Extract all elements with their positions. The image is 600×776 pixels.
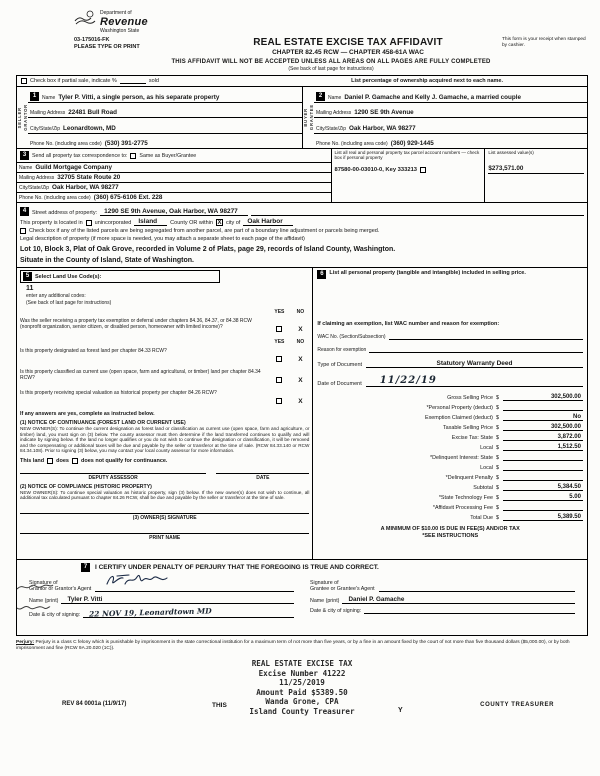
historic-yes-checkbox[interactable] (276, 398, 282, 404)
stamp-treasurer-title: Island County Treasurer (249, 706, 355, 716)
corr-name-row (17, 163, 331, 173)
receipt-note: This form is your receipt when stamped by cashier. (502, 37, 586, 48)
revenue-flag-icon (74, 10, 96, 33)
dollar-sign: $ (495, 415, 499, 421)
buyer-grantee-box (302, 87, 587, 148)
receipt-stamp-area (16, 655, 588, 759)
corr-phone-row (17, 193, 331, 202)
money-value[interactable] (503, 464, 583, 471)
county-or-within-label: County OR within (170, 220, 213, 226)
agency-name (100, 10, 148, 34)
send-correspondence-row (17, 149, 331, 163)
yes-no-questions (20, 309, 309, 408)
money-label: Total Due (470, 515, 493, 521)
stamp-treasurer-name: Wanda Grone, CPA (265, 697, 339, 707)
section-6-badge: 6 (317, 270, 326, 279)
money-label: Taxable Selling Price (442, 425, 493, 431)
form-body (16, 75, 588, 636)
city-checkbox[interactable]: X (217, 220, 222, 226)
dollar-sign: $ (495, 475, 499, 481)
margin-scribble-2 (15, 599, 51, 617)
notice-continuance-title: (1) NOTICE OF CONTINUANCE (FOREST LAND OR CURRENT USE) (20, 420, 186, 426)
grantee-signature-field[interactable] (379, 577, 575, 592)
does-qualify-checkbox[interactable] (47, 458, 53, 464)
minimum-fee-note: A MINIMUM OF $10.00 IS DUE IN FEE(S) AND/OR TAX (380, 526, 520, 532)
street-address-fill-line (251, 209, 584, 216)
stamp-amount-paid: Amount Paid $5389.50 (256, 687, 348, 697)
street-address-label: Street address of property: (32, 210, 98, 216)
grantee-signature-column (302, 577, 583, 618)
buyer-name-label: Name (328, 94, 342, 101)
money-row (317, 511, 583, 521)
unincorporated-checkbox[interactable] (86, 220, 92, 226)
money-row (317, 431, 583, 441)
agency-line1: Department of (100, 10, 132, 16)
agency-line2: Revenue (100, 16, 148, 28)
money-label: Exemption Claimed (deduct) (424, 415, 493, 421)
seller-address-row (28, 103, 302, 119)
dollar-sign: $ (495, 445, 499, 451)
property-location-section (17, 203, 587, 268)
tax-correspondence-section (17, 149, 587, 203)
money-row (317, 481, 583, 491)
margin-scribble-1 (15, 579, 55, 597)
money-value[interactable]: No (503, 414, 583, 421)
certify-statement: I CERTIFY UNDER PENALTY OF PERJURY THAT THE FOREGOING IS TRUE AND CORRECT. (95, 564, 379, 571)
section-2-badge: 2 (316, 92, 325, 101)
city-name-value[interactable]: Oak Harbor (243, 218, 292, 226)
seller-side-label: SELLER (17, 106, 22, 129)
partial-sale-checkbox[interactable] (21, 78, 27, 84)
same-as-buyer-label: Same as Buyer/Grantee (139, 152, 197, 159)
grantor-signature-column (21, 577, 302, 618)
form-code-block (74, 37, 194, 51)
money-value[interactable] (503, 474, 583, 481)
grantee-sig-label-2: Grantee or Grantee's Agent (310, 586, 375, 592)
corr-address-row (17, 173, 331, 183)
grantor-date-city-value[interactable]: 22 NOV 19, Leonardtown MD (89, 606, 213, 619)
document-type-label: Type of Document (317, 362, 363, 368)
form-code: 03-175016-FK (74, 37, 110, 43)
does-label: does (56, 457, 69, 464)
dollar-sign: $ (495, 425, 499, 431)
exemption-reason-field[interactable] (369, 346, 583, 353)
perjury-label: Perjury: (16, 640, 35, 645)
parcel-numbers-header: List all real and personal property tax parcel account numbers — check box if personal property (334, 150, 480, 161)
unincorporated-label: unincorporated (94, 220, 132, 226)
notice-continuance-text: NEW OWNER(S): To continue the current designation as forest land or classification as current use (open space, farm and agriculture, or timber) land, you must sign on (3) below. The county assessor must then determine if the land transferred continues to qualify and will indicate by signing below. If the land no longer qualifies or you do not wish to continue the designation or classification, it will be removed and the compensating or additional taxes will be due and payable by the seller or transferor at the time of sale. (RCW 84.33.140 or RCW 84.34.108). Prior to signing (3) below, you may contact your local county assessor for more information. (20, 426, 310, 453)
grantee-date-city-label: Date & city of signing: (310, 608, 362, 614)
document-date-label: Date of Document (317, 381, 362, 387)
section-5-badge: 5 (23, 272, 32, 281)
seller-name-value[interactable]: Tyler P. Vitti, a single person, as his separate property (58, 93, 220, 101)
legal-description-label: Legal description of property (if more space is needed, you may attach a separate sheet to each page of the affidavit) (20, 236, 305, 242)
buyer-csz-value[interactable]: Oak Harbor, WA 98277 (349, 124, 416, 132)
form-revision-number: REV 84 0001a (11/9/17) (62, 701, 127, 708)
send-correspondence-label: Send all property tax correspondence to: (32, 152, 128, 159)
money-row (317, 391, 583, 401)
buyer-address-row (314, 103, 587, 119)
dollar-sign: $ (495, 405, 499, 411)
grantee-name-print-label: Name (print) (310, 598, 340, 604)
personal-property-checkbox[interactable] (420, 167, 426, 173)
tax-computation-column (313, 268, 587, 559)
dollar-sign: $ (495, 435, 499, 441)
wac-number-field[interactable] (389, 333, 583, 340)
wac-number-row (317, 333, 583, 340)
parcel-numbers-cell (331, 149, 485, 202)
located-in-label: This property is located in (20, 220, 83, 226)
tax-computation-table (317, 391, 583, 521)
acceptance-warning: THIS AFFIDAVIT WILL NOT BE ACCEPTED UNLESS ALL AREAS ON ALL PAGES ARE FULLY COMPLETED (171, 59, 491, 65)
grantor-signature-field[interactable] (95, 577, 294, 592)
exemption-claim-label: If claiming an exemption, list WAC number and reason for exemption: (317, 321, 500, 327)
no-header-1: NO (296, 309, 305, 315)
dollar-sign: $ (495, 515, 499, 521)
money-value[interactable]: 5,384.50 (503, 484, 583, 491)
seller-address-value[interactable]: 22481 Bull Road (68, 109, 117, 116)
legal-description-value[interactable]: Lot 10, Block 3, Plat of Oak Grove, recorded in Volume 2 of Plats, page 29, records of Island County, Washington. (20, 246, 396, 253)
buyer-phone-label: Phone No. (including area code) (316, 141, 388, 147)
does-not-qualify-checkbox[interactable] (72, 458, 78, 464)
city-of-label: city of (225, 220, 241, 226)
buyer-name-value[interactable]: Daniel P. Gamache and Kelly J. Gamache, a married couple (344, 93, 521, 101)
corr-csz-row (17, 183, 331, 193)
partial-sale-row (17, 76, 587, 87)
section-7-badge: 7 (81, 563, 90, 572)
certification-section (17, 560, 587, 635)
section-4-badge: 4 (20, 207, 29, 216)
money-row (317, 401, 583, 411)
grantor-sig-label-2: Grantor or Grantor's Agent (29, 586, 92, 592)
money-value[interactable]: 5.00 (503, 494, 583, 501)
document-type-row (317, 360, 583, 368)
assessed-value[interactable]: $273,571.00 (488, 165, 584, 174)
segregated-checkbox[interactable] (20, 228, 26, 234)
owner-signature-line[interactable]: (3) OWNER(S) SIGNATURE (20, 513, 309, 521)
money-value[interactable]: 5,389.50 (503, 514, 583, 521)
seller-name-row (28, 87, 302, 103)
personal-property-blank-area[interactable] (317, 279, 583, 321)
grantee-date-city-value[interactable] (364, 613, 575, 614)
forest-no-mark[interactable]: X (298, 356, 303, 363)
county-name-value[interactable]: Island (134, 218, 167, 226)
money-row (317, 441, 583, 451)
money-label: Subtotal (473, 485, 493, 491)
land-use-code-box (20, 270, 220, 283)
parcel-number-value[interactable]: 87580-00-03010-0, Key 333213 (334, 167, 418, 174)
print-name-line[interactable]: PRINT NAME (20, 533, 309, 541)
document-type-value[interactable]: Statutory Warranty Deed (366, 360, 583, 368)
additional-codes-label: enter any additional codes: (26, 293, 86, 299)
forest-yes-checkbox[interactable] (276, 356, 282, 362)
money-label: Gross Selling Price (447, 395, 493, 401)
seller-csz-value[interactable]: Leonardtown, MD (63, 124, 116, 132)
ownership-percentage-note: List percentage of ownership acquired next to each name. (351, 78, 503, 84)
land-use-code-value[interactable]: 11 (26, 285, 34, 292)
notice-compliance-text: NEW OWNER(S): To continue special valuation as historic property, sign (3) below. If the new owner(s) does not wish to continue, all additional tax calculated pursuant to chapter 84.26 RCW, shall be due and payable by the seller or transferor at the time of sale. (20, 489, 310, 500)
money-row (317, 421, 583, 431)
see-back-note: (See back of last page for instructions) (288, 66, 374, 72)
exemption-reason-row (317, 346, 583, 353)
buyer-address-value[interactable]: 1290 SE 9th Avenue (354, 109, 414, 116)
deputy-assessor-row (20, 473, 309, 481)
corr-name-value[interactable]: Guild Mortgage Company (35, 164, 112, 171)
money-label: Excise Tax: State (451, 435, 493, 441)
if-yes-note: If any answers are yes, complete as instructed below. (20, 411, 155, 417)
question-current-use: Is this property classified as current use (open space, farm and agricultural, or timber) land per chapter 84.34 RCW? (20, 369, 261, 381)
this-land-label: This land (20, 457, 45, 464)
land-use-and-tax-section (17, 268, 587, 560)
percent-sold-field[interactable] (120, 78, 146, 84)
document-date-value[interactable]: 11/22/19 (366, 375, 583, 387)
money-label: Local (480, 445, 493, 451)
stamp-excise-number: Excise Number 41222 (258, 668, 346, 678)
segregated-label: Check box if any of the listed parcels are being segregated from another parcel, are part of a boundary line adjustment or parcels being merged. (29, 228, 380, 234)
money-value[interactable]: 302,500.00 (503, 424, 583, 431)
money-label: *Delinquent Penalty (445, 475, 493, 481)
current-use-yes-checkbox[interactable] (276, 377, 282, 383)
see-instructions-note: *SEE INSTRUCTIONS (422, 533, 479, 539)
corr-address-value[interactable]: 32705 State Route 20 (57, 174, 121, 181)
money-label: *Affidavit Processing Fee (432, 505, 493, 511)
partial-sale-label: Check box if partial sale, indicate % (30, 78, 117, 84)
corr-phone-value[interactable]: (360) 675-6106 Ext. 228 (93, 194, 163, 201)
no-header-2: NO (296, 339, 305, 345)
perjury-text: Perjury is a class C felony which is punishable by imprisonment in the state correctional institution for a maximum term of not more than five years, or by a fine in an amount fixed by the court of not more than five thousand dollars ($5,000.00), or by both imprisonment and fine (RCW 9A.20.020 (1C)). (16, 640, 570, 651)
money-row (317, 501, 583, 511)
grantor-signature-ink (103, 572, 173, 593)
grantor-date-city-label: Date & city of signing: (29, 612, 81, 618)
street-address-value[interactable]: 1290 SE 9th Avenue, Oak Harbor, WA 98277 (100, 208, 248, 216)
seller-csz-row (28, 118, 302, 134)
money-value[interactable] (503, 404, 583, 411)
same-as-buyer-checkbox[interactable] (130, 153, 136, 159)
money-label: Local (480, 465, 493, 471)
document-date-row (317, 375, 583, 387)
notice-compliance-title: (2) NOTICE OF COMPLIANCE (HISTORIC PROPERTY) (20, 483, 152, 490)
seller-name-label: Name (42, 94, 56, 101)
seller-phone-label: Phone No. (including area code) (30, 141, 102, 147)
corr-csz-label: City/State/Zip (19, 185, 50, 191)
sold-label: sold (148, 78, 159, 84)
buyer-name-row (314, 87, 587, 103)
does-not-label: does not qualify for continuance. (80, 457, 168, 464)
seller-phone-value[interactable]: (530) 391-2775 (104, 140, 148, 147)
stamp-title: REAL ESTATE EXCISE TAX (251, 659, 353, 669)
current-use-no-mark[interactable]: X (298, 377, 303, 384)
question-forest-land: Is this property designated as forest land per chapter 84.33 RCW? (20, 348, 167, 354)
buyer-phone-row (314, 134, 587, 149)
land-use-label: Select Land Use Code(s): (35, 273, 102, 280)
perjury-notice (16, 640, 588, 651)
money-value[interactable] (503, 454, 583, 461)
footer-this-word: THIS (212, 702, 227, 710)
seller-phone-row (28, 134, 302, 149)
grantee-sig-label-1: Signature of (310, 580, 339, 586)
dollar-sign: $ (495, 465, 499, 471)
assessed-value-header: List assessed value(s) (488, 150, 534, 155)
dollar-sign: $ (495, 395, 499, 401)
seller-address-label: Mailing Address (30, 110, 66, 116)
buyer-phone-value[interactable]: (360) 929-1445 (390, 140, 434, 147)
grantor-sig-label-1: Signature of (29, 580, 58, 586)
money-label: *Personal Property (deduct) (426, 405, 493, 411)
money-label: *Delinquent Interest: State (430, 455, 493, 461)
county-treasurer-label: COUNTY TREASURER (480, 702, 554, 709)
money-row (317, 411, 583, 421)
section-3-badge: 3 (20, 151, 29, 160)
footer-stray-character: Y (398, 707, 403, 715)
buyer-csz-label: City/State/Zip (316, 125, 347, 132)
deferral-yes-checkbox[interactable] (276, 326, 282, 332)
seller-csz-label: City/State/Zip (30, 125, 61, 132)
buyer-csz-row (314, 118, 587, 134)
parties-section (17, 87, 587, 149)
yes-header-2: YES (274, 339, 285, 345)
wac-number-label: WAC No. (Section/Subsection) (317, 334, 386, 340)
form-header (74, 10, 588, 72)
money-value[interactable]: 3,872.00 (503, 434, 583, 441)
dollar-sign: $ (495, 495, 499, 501)
money-label: *State Technology Fee (438, 495, 493, 501)
money-value[interactable] (503, 504, 583, 511)
question-deferral: Was the seller receiving a property tax exemption or deferral under chapters 84.36, 84.37, or 84.38 RCW (nonprofit organization, senior citizen, or disabled person, homeowner with limited income)? (20, 318, 252, 330)
grantor-side-label: GRANTOR (23, 104, 28, 131)
historic-no-mark[interactable]: X (298, 398, 303, 405)
buyer-address-label: Mailing Address (316, 110, 352, 116)
land-use-see-back: (See back of last page for instructions) (26, 300, 112, 306)
exemption-reason-label: Reason for exemption (317, 347, 367, 353)
corr-address-label: Mailing Address (19, 175, 55, 181)
form-chapter: CHAPTER 82.45 RCW — CHAPTER 458-61A WAC (272, 49, 424, 56)
dollar-sign: $ (495, 505, 499, 511)
buyer-side-strip (303, 87, 314, 148)
seller-side-strip (17, 87, 28, 148)
assessed-value-cell (484, 149, 587, 202)
money-row (317, 461, 583, 471)
corr-name-label: Name (19, 165, 33, 171)
corr-phone-label: Phone No. (including area code) (19, 195, 91, 201)
land-qualify-row (20, 458, 309, 464)
deputy-assessor-label[interactable]: DEPUTY ASSESSOR (20, 473, 206, 481)
grantee-side-label: GRANTEE (309, 104, 314, 131)
dollar-sign: $ (495, 455, 499, 461)
situate-line[interactable]: Situate in the County of Island, State of Washington. (20, 257, 194, 264)
grantor-name-print-label: Name (print) (29, 598, 59, 604)
dollar-sign: $ (495, 485, 499, 491)
agency-line3: Washington State (100, 28, 140, 34)
money-row (317, 451, 583, 461)
yes-header-1: YES (274, 309, 285, 315)
buyer-side-label: BUYER (303, 108, 308, 127)
personal-property-label: List all personal property (tangible and intangible) included in selling price. (329, 270, 526, 276)
money-row (317, 491, 583, 501)
money-row (317, 471, 583, 481)
grantor-name-print-value[interactable]: Tyler P. Vitti (61, 596, 294, 604)
deferral-no-mark[interactable]: X (298, 326, 303, 333)
seller-grantor-box (17, 87, 302, 148)
money-value[interactable]: 302,500.00 (503, 394, 583, 401)
stamp-date: 11/25/2019 (279, 678, 325, 688)
question-historic: Is this property receiving special valuation as historical property per chapter 84.26 RCW? (20, 390, 217, 396)
corr-csz-value[interactable]: Oak Harbor, WA 98277 (52, 184, 119, 191)
treasurer-stamp (249, 659, 354, 716)
grantee-name-print-value[interactable]: Daniel P. Gamache (342, 596, 575, 604)
type-or-print: PLEASE TYPE OR PRINT (74, 44, 140, 50)
deputy-date-label[interactable]: DATE (216, 473, 309, 481)
money-value[interactable]: 1,512.50 (503, 444, 583, 451)
form-title: REAL ESTATE EXCISE TAX AFFIDAVIT (253, 37, 443, 48)
section-1-badge: 1 (30, 92, 39, 101)
land-use-column (17, 268, 313, 559)
